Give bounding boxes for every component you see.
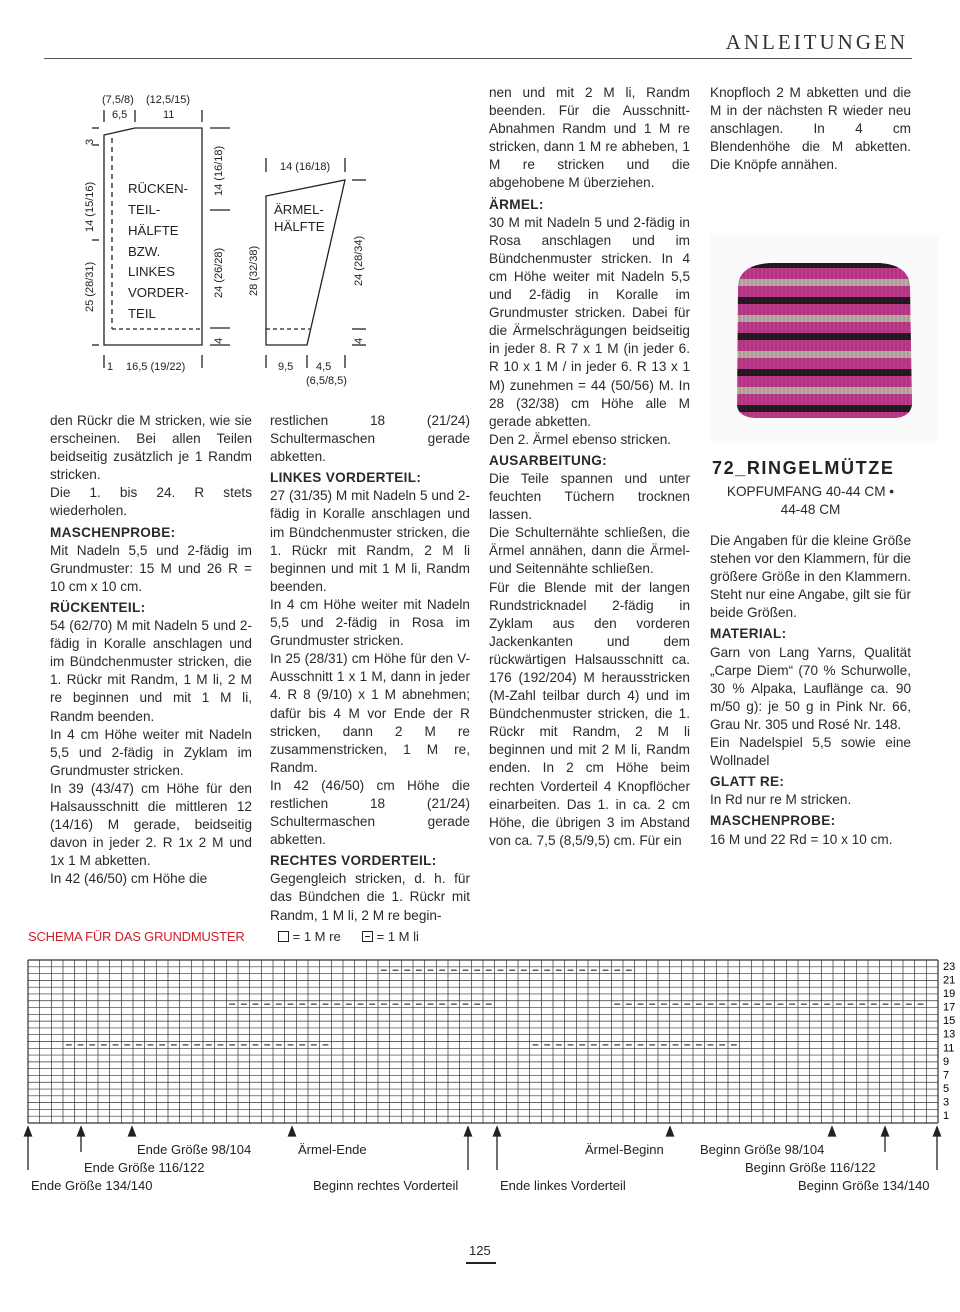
svg-text:LINKES: LINKES: [128, 264, 175, 279]
marker-end-116: Ende Größe 116/122: [84, 1160, 205, 1175]
paragraph: In 42 (46/50) cm Höhe die restlichen 18 (21/24) Schultermaschen gerade abketten.: [270, 777, 470, 848]
paragraph: nen und mit 2 M li, Randm beenden. Für die Ausschnitt-Abnahmen Randm und 1 M re stricken, dann 1 M re abheben, 1 M re stricken und die abgehobene M überziehen.: [489, 85, 690, 191]
paragraph: In 25 (28/31) cm Höhe für den V-Ausschnitt 1 x 1 M, dann in jeder 4. R 8 (9/10) x 1 M abnehmen; dafür bis 4 M vor Ende der R stricken, dann 2 M re zusammenstricken, 1 M re, Randm.: [270, 651, 470, 775]
text-column-2: [270, 412, 470, 925]
sleeve-piece-label: [274, 202, 325, 234]
sleeve-dim-bottom-left: 9,5: [278, 361, 294, 373]
chart-marker-labels: [31, 1142, 930, 1193]
paragraph: restlichen 18 (21/24) Schultermaschen gerade abketten.: [270, 413, 470, 465]
svg-text:RÜCKEN-: RÜCKEN-: [128, 181, 189, 196]
hat-photo: [710, 235, 939, 441]
paragraph: In 4 cm Höhe weiter mit Nadeln 5,5 und 2-fädig in Zyklam im Grundmuster stricken.: [50, 726, 252, 778]
marker-begin-98: Beginn Größe 98/104: [700, 1142, 825, 1157]
text-column-4: [710, 84, 911, 174]
svg-text:HÄLFTE: HÄLFTE: [128, 223, 179, 238]
paragraph: 27 (31/35) M mit Nadeln 5 und 2-fädig in Koralle anschlagen und im Bündchenmuster stricken, die 1. Rückr mit Randm, 2 M li beginnen und mit 1 M li, Randm beenden.: [270, 488, 470, 594]
dim-left-top: 14 (15/16): [84, 181, 96, 232]
svg-text:TEIL-: TEIL-: [128, 202, 161, 217]
section-heading: AUSARBEITUNG:: [489, 452, 607, 468]
pattern-title: 72_RINGELMÜTZE: [712, 458, 895, 478]
legend-knit: = 1 M re: [278, 929, 341, 944]
svg-text:HÄLFTE: HÄLFTE: [274, 219, 325, 234]
dim-bottom: 16,5 (19/22): [126, 361, 186, 373]
svg-text:ÄRMEL-: ÄRMEL-: [274, 202, 324, 217]
sleeve-dim-left: 28 (32/38): [248, 245, 260, 296]
paragraph: Für die Blende mit der langen Rundstricknadel 2-fädig in Zyklam aus den vorderen Jackenkanten und dem rückwärtigen Halsausschnitt ca. 176 (192/204) M herausstricken (M-Zahl teilbar durch 4) und im Bündchenmuster stricken, die 1. Rückr mit Randm, 2 M li beginnen und mit 2 M li, Randm enden. In 2 cm Höhe beim rechten Vorderteil 4 Knopflöcher einarbeiten. Das 1. in ca. 2 cm Höhe, die übrigen 3 im Abstand von ca. 7,5 (8,5/9,5) cm. Für ein: [489, 579, 690, 848]
paragraph: 30 M mit Nadeln 5 und 2-fädig in Rosa anschlagen und im Bündchenmuster stricken. In 4 cm Höhe weiter mit Nadeln 5,5 und 2-fädig in Koralle im Grundmuster stricken. Dabei für die Ärmelschrägungen beidseitig in jeder 8. R 7 x 1 M (in jeder 6. R 10 x 1 M / in jeder 6. R 13 x 1 M) zunehmen = 44 (50/56) M. In 28 (32/38) cm Höhe alle M gerade abketten.: [489, 214, 690, 429]
svg-text:VORDER-: VORDER-: [128, 285, 189, 300]
marker-sleeve-end: Ärmel-Ende: [298, 1142, 367, 1157]
dim-right-bottom: 24 (26/28): [213, 247, 225, 298]
row-number: 15: [943, 1015, 956, 1028]
paragraph: Die Angaben für die kleine Größe stehen vor den Klammern, für die größere Größe in den Klammern. Steht nur eine Angabe, gilt sie für beide Größen.: [710, 533, 912, 621]
dim-right-top: 14 (16/18): [213, 145, 225, 196]
row-number: 11: [943, 1042, 955, 1055]
marker-sleeve-begin: Ärmel-Beginn: [585, 1142, 664, 1157]
section-heading: RECHTES VORDERTEIL:: [270, 853, 437, 869]
dim-left-top2: 3: [84, 138, 96, 145]
section-header: ANLEITUNGEN: [725, 30, 908, 54]
paragraph: In Rd nur re M stricken.: [710, 792, 852, 808]
sleeve-dim-bottom-right: 4,5: [316, 361, 332, 373]
row-number: 17: [943, 1001, 956, 1014]
paragraph: Knopfloch 2 M abketten und die M in der nächsten R wieder neu anschlagen. In 4 cm Blendenhöhe die M abketten. Die Knöpfe annähen.: [710, 85, 911, 173]
marker-begin-116: Beginn Größe 116/122: [745, 1160, 876, 1175]
back-piece-label: [128, 181, 189, 321]
paragraph: Ein Nadelspiel 5,5 sowie eine Wollnadel: [710, 735, 911, 769]
dim-top-left: (7,5/8): [102, 94, 134, 106]
paragraph: Gegengleich stricken, d. h. für das Bündchen die 1. Rückr mit Randm, 1 M li, 2 M re begin-: [270, 871, 470, 923]
stitch-chart: [0, 940, 960, 1240]
section-heading: MASCHENPROBE:: [50, 524, 176, 540]
section-heading: GLATT RE:: [710, 774, 785, 790]
marker-end-134: Ende Größe 134/140: [31, 1178, 153, 1193]
sleeve-dim-top: 14 (16/18): [280, 161, 331, 173]
svg-text:TEIL: TEIL: [128, 306, 156, 321]
section-heading: MATERIAL:: [710, 626, 787, 642]
pattern-subtitle: KOPFUMFANG 40-44 CM • 44-48 CM: [726, 484, 895, 518]
page-number-rule: [466, 1262, 496, 1264]
paragraph: Die 1. bis 24. R stets wiederholen.: [50, 485, 252, 519]
hat-instructions: [710, 532, 911, 849]
dim-left-bottom: 25 (28/31): [84, 261, 96, 312]
paragraph: Mit Nadeln 5,5 und 2-fädig im Grundmuster: 15 M und 26 R = 10 cm x 10 cm.: [50, 542, 252, 594]
paragraph: 16 M und 22 Rd = 10 x 10 cm.: [710, 831, 893, 847]
row-number: 23: [943, 960, 956, 973]
section-heading: MASCHENPROBE:: [710, 813, 836, 829]
section-heading: LINKES VORDERTEIL:: [270, 470, 422, 486]
svg-text:BZW.: BZW.: [128, 244, 161, 259]
paragraph: Garn von Lang Yarns, Qualität „Carpe Diem“ (70 % Schurwolle, 30 % Alpaka, Lauflänge ca. 90 m/50 g): je 50 g in Pink Nr. 66, Grau Nr. 305 und Rosé Nr. 148.: [710, 644, 911, 732]
marker-end-left-front: Ende linkes Vorderteil: [500, 1178, 626, 1193]
paragraph: Die Teile spannen und unter feuchten Tüchern trocknen lassen.: [489, 470, 690, 523]
row-number: 5: [943, 1083, 950, 1096]
sleeve-dim-right2: 4: [353, 337, 365, 344]
row-number: 13: [943, 1028, 956, 1041]
paragraph: In 39 (43/47) cm Höhe für den Halsausschnitt die mittleren 12 (14/16) M gerade, beidseitig davon in jeder 2. R 1x 2 M und 1x 1 M abketten.: [50, 780, 252, 869]
dim-top-right2: 11: [163, 109, 175, 121]
row-number: 21: [943, 974, 956, 987]
row-number: 7: [943, 1069, 950, 1082]
marker-end-98: Ende Größe 98/104: [137, 1142, 252, 1157]
row-number: 3: [943, 1096, 950, 1109]
paragraph: Den 2. Ärmel ebenso stricken.: [489, 431, 672, 447]
row-number: 1: [943, 1110, 950, 1123]
paragraph: den Rückr die M stricken, wie sie erscheinen. Bei allen Teilen beidseitig zusätzlich je 1 Randm stricken.: [50, 413, 252, 483]
section-heading: ÄRMEL:: [489, 196, 544, 212]
schema-title: SCHEMA FÜR DAS GRUNDMUSTER: [28, 929, 245, 944]
paragraph: 54 (62/70) M mit Nadeln 5 und 2-fädig in Koralle anschlagen und im Bündchenmuster stricken, die 1. Rückr mit Randm, 1 M li, 2 M re beginnen und mit 1 M li, Randm beenden.: [50, 618, 252, 724]
paragraph: In 4 cm Höhe weiter mit Nadeln 5,5 und 2-fädig in Rosa im Grundmuster stricken.: [270, 596, 470, 649]
text-column-1: [50, 412, 252, 888]
dim-right-bottom2: 4: [213, 337, 225, 344]
text-column-3: [489, 84, 690, 850]
paragraph: In 42 (46/50) cm Höhe die: [50, 871, 208, 887]
legend-purl: = 1 M li: [362, 929, 419, 944]
dim-top-right: (12,5/15): [146, 94, 191, 106]
marker-begin-right-front: Beginn rechtes Vorderteil: [313, 1178, 459, 1193]
page-number: 125: [469, 1243, 491, 1258]
row-number: 19: [943, 987, 956, 1000]
section-heading: RÜCKENTEIL:: [50, 599, 146, 615]
row-number: 9: [943, 1055, 950, 1068]
sleeve-dim-right: 24 (28/34): [353, 235, 365, 286]
dim-bottom-small: 1: [107, 361, 114, 373]
sleeve-dim-bottom-right2: (6,5/8,5): [306, 375, 347, 387]
paragraph: Die Schulternähte schließen, die Ärmel annähen, dann die Ärmel- und Seitennähte schließen.: [489, 525, 690, 577]
marker-begin-134: Beginn Größe 134/140: [798, 1178, 930, 1193]
dim-top-left2: 6,5: [112, 109, 128, 121]
